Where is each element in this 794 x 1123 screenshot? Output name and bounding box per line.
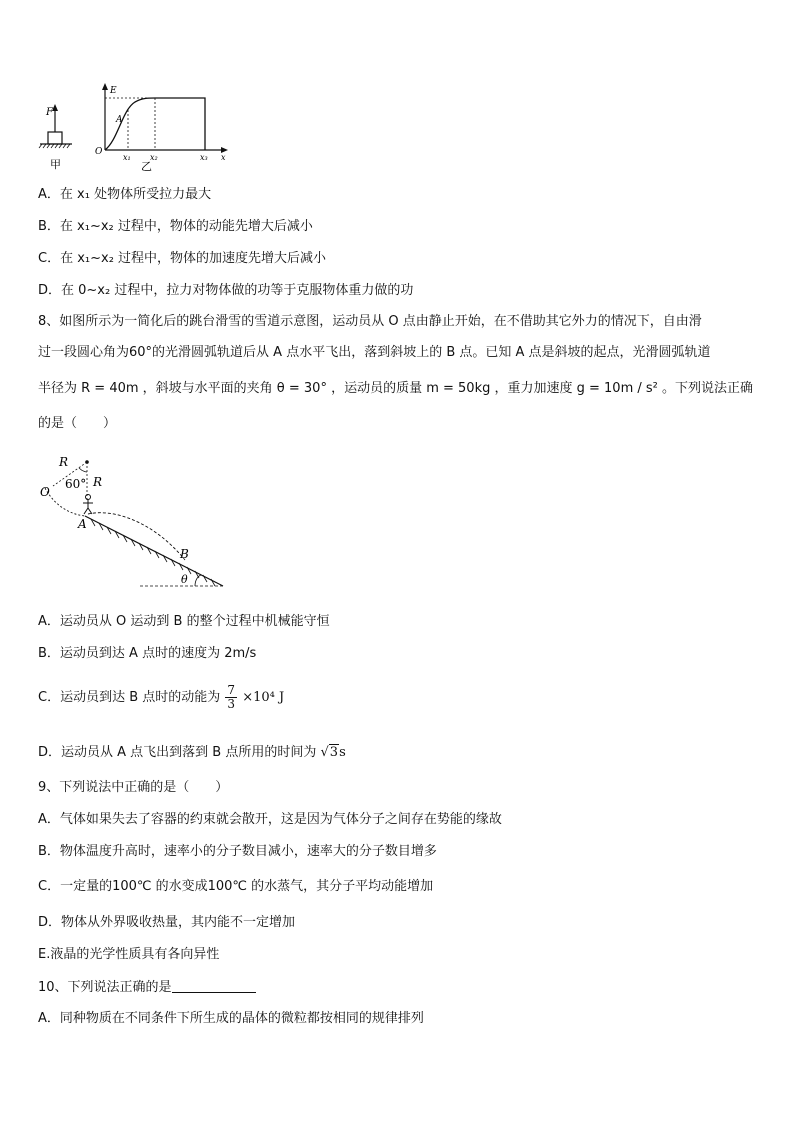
svg-text:O: O — [40, 485, 50, 499]
q8-stem-line3: 半径为 R = 40m ，斜坡与水平面的夹角 θ = 30° ，运动员的质量 m = 50kg ，重力加速度 g = 10m / s² 。下列说法正确 — [38, 381, 753, 396]
label-jia: 甲 — [50, 158, 61, 171]
q9-option-c: C．一定量的100℃ 的水变成100℃ 的水蒸气，其分子平均动能增加 — [38, 879, 434, 894]
figure-ski-jump — [35, 448, 230, 593]
q10-option-a: A．同种物质在不同条件下所生成的晶体的微粒都按相同的规律排列 — [38, 1011, 424, 1026]
q9-option-b: B．物体温度升高时，速率小的分子数目减小，速率大的分子数目增多 — [38, 844, 437, 859]
sqrt-3: √3 — [320, 745, 339, 760]
q9-option-e: E.液晶的光学性质具有各向异性 — [38, 947, 220, 962]
svg-text:B: B — [180, 547, 189, 561]
svg-text:R: R — [93, 475, 103, 489]
q7-option-d: D．在 0~x₂ 过程中，拉力对物体做的功等于克服物体重力做的功 — [38, 283, 414, 298]
q8-stem-line1: 8、如图所示为一简化后的跳台滑雪的雪道示意图，运动员从 O 点由静止开始，在不借助其它外力的情况下，自由滑 — [38, 314, 702, 329]
q8-stem-line2: 过一段圆心角为60°的光滑圆弧轨道后从 A 点水平飞出，落到斜坡上的 B 点。已知 A 点是斜坡的起点，光滑圆弧轨道 — [38, 345, 711, 360]
fraction-7-3: $\frac{7}{3}$ — [227, 683, 236, 711]
svg-text:x₃: x₃ — [200, 153, 208, 162]
q7-option-c: C．在 x₁~x₂ 过程中，物体的加速度先增大后减小 — [38, 251, 327, 266]
svg-text:O: O — [95, 147, 103, 157]
svg-text:A: A — [78, 517, 87, 531]
svg-text:x₂: x₂ — [150, 153, 158, 162]
svg-text:E: E — [110, 86, 117, 96]
q8-option-b: B．运动员到达 A 点时的速度为 2m/s — [38, 646, 257, 661]
svg-text:R: R — [59, 455, 69, 469]
q8-option-d: D．运动员从 A 点飞出到落到 B 点所用的时间为 √3s — [38, 745, 346, 760]
q8-stem-line4: 的是（ ） — [38, 416, 117, 431]
q9-option-a: A．气体如果失去了容器的约束就会散开，这是因为气体分子之间存在势能的缘故 — [38, 812, 502, 827]
svg-text:x: x — [221, 153, 226, 162]
figure-jia — [39, 104, 72, 171]
svg-text:x₁: x₁ — [123, 153, 131, 162]
q7-option-b: B．在 x₁~x₂ 过程中，物体的动能先增大后减小 — [38, 219, 313, 234]
label-yi: 乙 — [141, 160, 152, 172]
q10-stem: 10、下列说法正确的是 — [38, 978, 256, 997]
answer-blank — [172, 978, 256, 993]
q9-option-d: D．物体从外界吸收热量，其内能不一定增加 — [38, 915, 296, 930]
figure-jia-yi — [30, 80, 240, 172]
q8-option-c: C．运动员到达 B 点时的动能为 $\frac{7}{3}$ ×10⁴ J — [38, 683, 285, 711]
svg-text:A: A — [116, 115, 123, 125]
label-F: F — [46, 107, 53, 118]
q7-option-a: A．在 x₁ 处物体所受拉力最大 — [38, 187, 212, 202]
q8-option-a: A．运动员从 O 运动到 B 的整个过程中机械能守恒 — [38, 614, 330, 629]
q9-stem: 9、下列说法中正确的是（ ） — [38, 780, 229, 795]
svg-text:60°: 60° — [65, 477, 87, 491]
svg-text:θ: θ — [181, 573, 188, 586]
figure-yi — [95, 83, 228, 172]
